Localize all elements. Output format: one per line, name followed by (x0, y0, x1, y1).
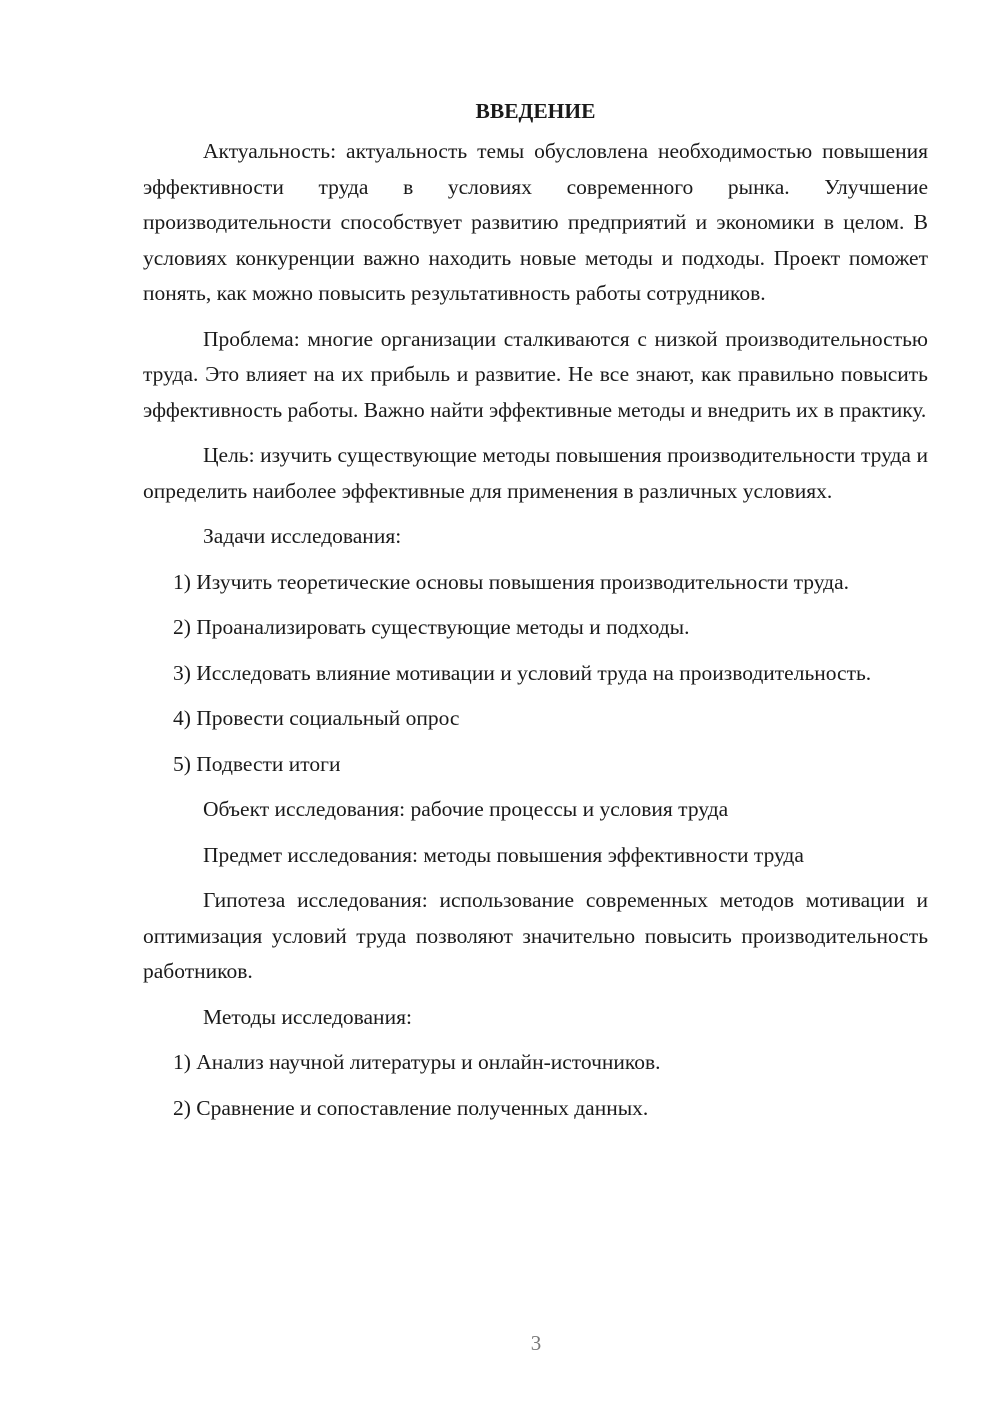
task-item-5: 5) Подвести итоги (173, 751, 341, 776)
paragraph-goal: Цель: изучить существующие методы повышения производительности труда и определить наиболее эффективные для применения в различных условиях. (143, 443, 928, 503)
paragraph-subject: Предмет исследования: методы повышения эффективности труда (203, 842, 804, 867)
method-item-2: 2) Сравнение и сопоставление полученных данных. (173, 1095, 649, 1120)
task-item-1: 1) Изучить теоретические основы повышения производительности труда. (173, 569, 850, 594)
task-item-3: 3) Исследовать влияние мотивации и условий труда на производительность. (173, 660, 872, 685)
task-item-4: 4) Провести социальный опрос (173, 706, 460, 730)
task-item-2: 2) Проанализировать существующие методы и подходы. (173, 615, 690, 639)
method-item-1: 1) Анализ научной литературы и онлайн-источников. (173, 1050, 661, 1074)
paragraph-hypothesis: Гипотеза исследования: использование современных методов мотивации и оптимизация условий труда позволяют значительно повысить производительность работников. (143, 888, 928, 983)
methods-heading: Методы исследования: (203, 1004, 412, 1029)
section-title: ВВЕДЕНИЕ (475, 99, 596, 123)
paragraph-relevance: Актуальность: актуальность темы обусловлена необходимостью повышения эффективности труда в условиях современного рынка. Улучшение производительности способствует развитию предприятий и экономики в целом. В условиях конкуренции важно находить новые методы и подходы. Проект поможет понять, как можно повысить результативность работы сотрудников. (143, 139, 928, 305)
page-number: 3 (530, 1331, 542, 1355)
paragraph-problem: Проблема: многие организации сталкиваются с низкой производительностью труда. Это влияет на их прибыль и развитие. Не все знают, как правильно повысить эффективность работы. Важно найти эффективные методы и внедрить их в практику. (143, 326, 928, 422)
document-page (143, 96, 928, 1136)
tasks-heading: Задачи исследования: (203, 524, 402, 548)
paragraph-object: Объект исследования: рабочие процессы и условия труда (203, 797, 729, 821)
